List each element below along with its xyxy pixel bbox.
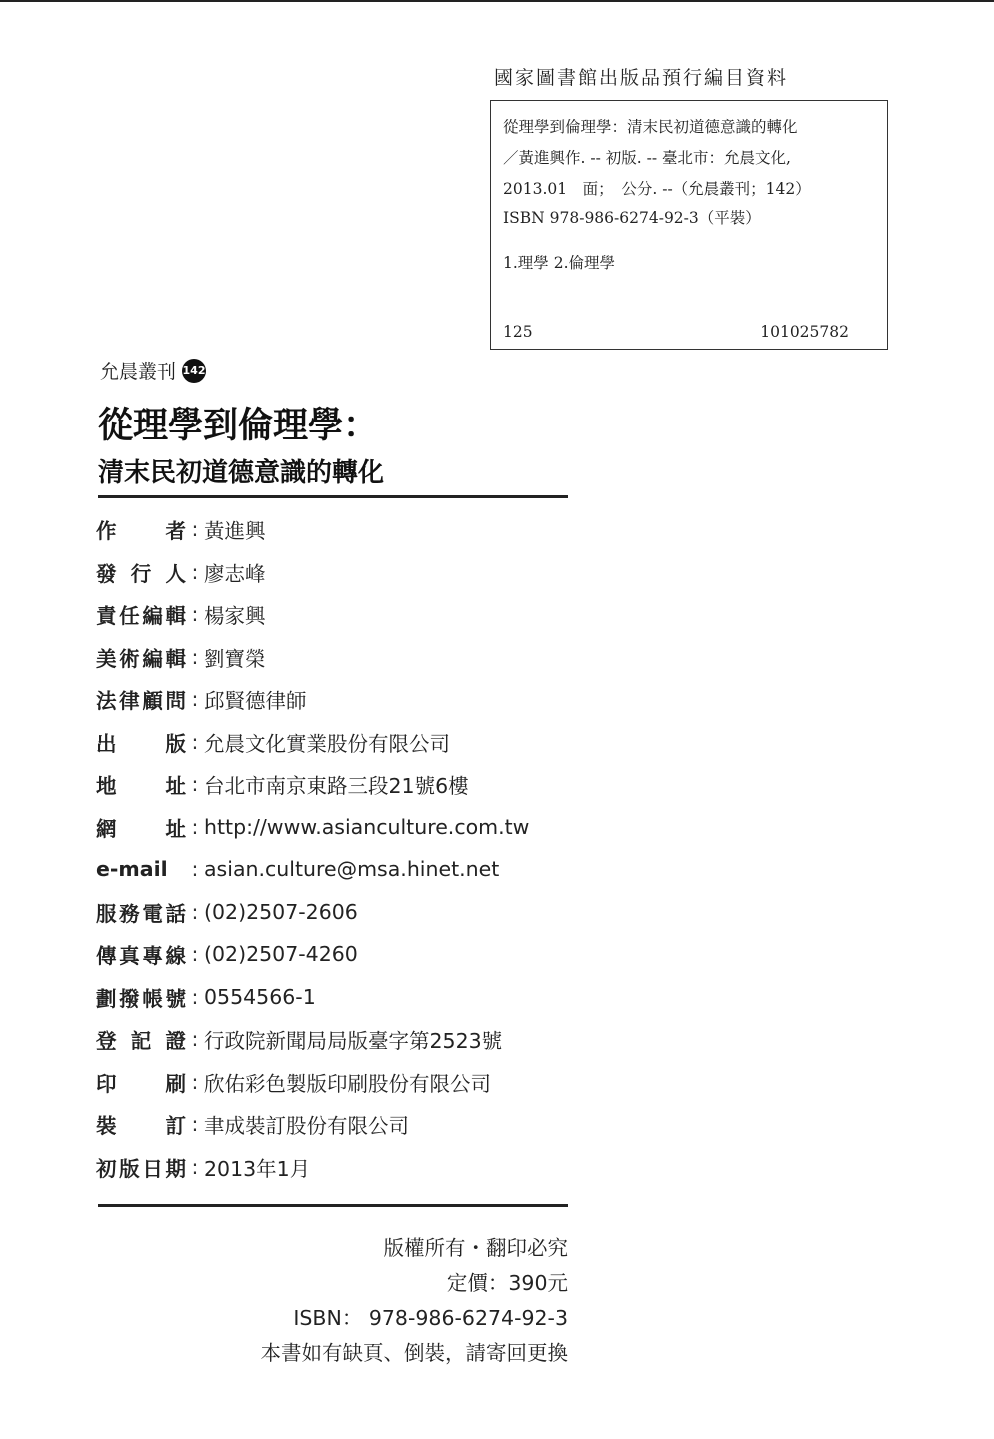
credit-value: 廖志峰: [204, 561, 266, 586]
credit-row: [96, 1018, 502, 1060]
title-divider: [98, 495, 568, 498]
credit-separator: :: [191, 729, 199, 754]
book-subtitle: 清末民初道德意識的轉化: [98, 458, 385, 488]
credit-value: 邱賢德律師: [204, 689, 307, 713]
credit-row: [96, 508, 266, 550]
credit-value: 黃進興: [204, 519, 266, 543]
credit-separator: :: [191, 899, 199, 924]
cip-line-isbn: ISBN 978-986-6274-92-3（平裝）: [503, 209, 761, 227]
credit-row: [96, 806, 529, 848]
credit-label: 發 行 人: [96, 561, 186, 586]
cip-heading: 國家圖書館出版品預行編目資料: [494, 67, 789, 89]
credit-separator: :: [191, 772, 199, 796]
credit-separator: :: [191, 1069, 199, 1094]
credit-label: 作 者: [96, 519, 186, 543]
cip-line-author: ／黃進興作. -- 初版. -- 臺北市：允晨文化,: [503, 149, 791, 167]
credit-label: 美 術 編 輯: [96, 646, 186, 671]
credit-row: [96, 1061, 491, 1103]
credit-value: 台北市南京東路三段21號6樓: [204, 774, 469, 798]
credit-label: 法 律 顧 問: [96, 689, 186, 713]
credit-separator: :: [191, 687, 199, 711]
credit-label: 責 任 編 輯: [96, 604, 186, 628]
credit-row: [96, 763, 469, 805]
cip-record-box: [490, 100, 888, 350]
cip-line-pubinfo: 2013.01 面； 公分. --（允晨叢刊；142）: [503, 180, 811, 198]
credit-row: [96, 721, 450, 763]
credit-label: 裝 訂: [96, 1114, 186, 1138]
credit-separator: :: [191, 942, 199, 966]
credit-row: [96, 1146, 310, 1188]
credit-label: 初 版 日 期: [96, 1156, 186, 1181]
cip-record-number: 101025782: [760, 323, 849, 341]
credit-separator: :: [191, 1027, 199, 1051]
credit-value: 行政院新聞局局版臺字第2523號: [204, 1029, 503, 1053]
credit-row: [96, 593, 266, 635]
credit-value: 聿成裝訂股份有限公司: [204, 1114, 409, 1138]
series-name: 允晨叢刊: [100, 361, 177, 383]
credit-separator: :: [191, 602, 199, 626]
top-border-line: [0, 0, 994, 2]
book-title: 從理學到倫理學：: [98, 405, 379, 446]
credit-value: 允晨文化實業股份有限公司: [204, 731, 450, 756]
credit-label: 劃 撥 帳 號: [96, 986, 186, 1011]
credit-separator: :: [191, 1154, 199, 1179]
credit-label: 服 務 電 話: [96, 901, 186, 926]
credit-value: 2013年1月: [204, 1156, 311, 1181]
credit-value: 楊家興: [204, 604, 266, 628]
series-number-badge: 142: [182, 359, 206, 383]
credit-value: 欣佑彩色製版印刷股份有限公司: [204, 1071, 491, 1096]
isbn: ISBN： 978-986-6274-92-3: [293, 1306, 568, 1330]
credit-separator: :: [191, 559, 199, 584]
credit-separator: :: [191, 644, 199, 669]
credit-row: [96, 678, 307, 720]
credit-label: 網 址: [96, 816, 186, 841]
cip-line-subjects: 1.理學 2.倫理學: [503, 254, 616, 272]
email-link[interactable]: asian.culture@msa.hinet.net: [204, 857, 500, 881]
credit-separator: :: [191, 984, 199, 1009]
credit-value: (02)2507-2606: [204, 899, 358, 924]
credit-value: (02)2507-4260: [204, 942, 358, 966]
credit-separator: :: [191, 1112, 199, 1136]
credit-row: [96, 976, 316, 1018]
price: 定價：390元: [446, 1271, 568, 1295]
replacement-notice: 本書如有缺頁、倒裝，請寄回更換: [260, 1341, 568, 1365]
credit-label: e-mail: [96, 857, 168, 881]
credit-label: 傳 真 專 線: [96, 944, 186, 968]
credit-label: 印 刷: [96, 1071, 186, 1096]
credit-value: 0554566-1: [204, 984, 316, 1009]
credit-value: 劉寶榮: [204, 646, 266, 671]
credit-row: [96, 848, 499, 890]
credit-separator: :: [191, 517, 199, 541]
copyright-notice: 版權所有・翻印必究: [383, 1236, 568, 1260]
credit-row: [96, 891, 358, 933]
credit-row: [96, 636, 266, 678]
credit-label: 登 記 證: [96, 1029, 186, 1053]
credit-row: [96, 551, 266, 593]
footer-divider: [98, 1204, 568, 1207]
cip-line-title: 從理學到倫理學：清末民初道德意識的轉化: [503, 118, 798, 136]
credit-row: [96, 933, 358, 975]
series-line: [100, 357, 206, 384]
credit-label: 地 址: [96, 774, 186, 798]
credit-label: 出 版: [96, 731, 186, 756]
credit-separator: :: [191, 814, 199, 839]
website-link[interactable]: http://www.asianculture.com.tw: [204, 814, 530, 839]
cip-class-number: 125: [503, 323, 533, 341]
credit-row: [96, 1103, 409, 1145]
credit-separator: :: [191, 857, 199, 881]
